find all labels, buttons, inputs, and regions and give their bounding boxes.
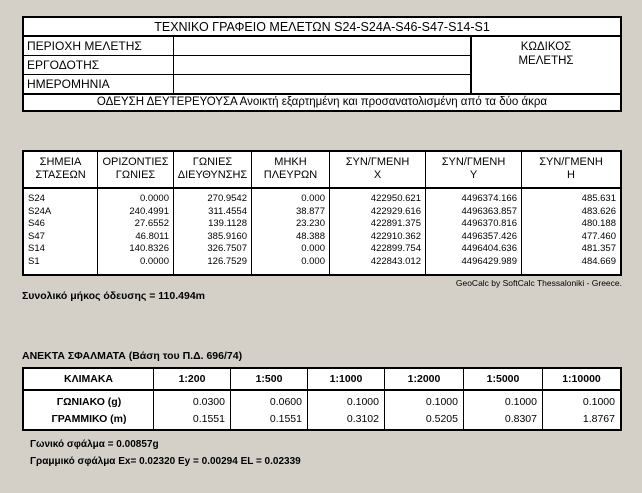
station-value: 480.188	[581, 218, 616, 229]
station-value: 326.7507	[207, 243, 247, 254]
tolerance-value: 0.1551	[192, 413, 225, 425]
stations-header-0-line0: ΣΗΜΕΙΑ	[39, 156, 82, 168]
tolerance-header-1: 1:200	[154, 369, 231, 391]
tolerance-header-3: 1:1000	[308, 369, 385, 391]
stations-column-3	[252, 189, 330, 274]
station-value: 4496370.816	[461, 218, 517, 229]
tolerance-value: 0.0300	[192, 396, 225, 408]
tolerance-value: 0.8307	[504, 413, 537, 425]
stations-column-2	[174, 189, 252, 274]
stations-header-5	[426, 152, 522, 189]
stations-column-4	[330, 189, 426, 274]
total-traverse-length: Συνολικό μήκος όδευσης = 110.494m	[22, 290, 206, 302]
stations-table	[22, 150, 622, 276]
station-value: 270.9542	[207, 193, 247, 204]
tolerance-header-2: 1:500	[231, 369, 308, 391]
tolerances-table	[22, 367, 622, 431]
tolerances-title: ΑΝΕΚΤΑ ΣΦΑΛΜΑΤΑ (Βάση του Π.Δ. 696/74)	[22, 350, 243, 362]
stations-header-6	[522, 152, 620, 189]
station-value: 477.460	[581, 230, 616, 242]
tolerance-value: 0.1000	[425, 396, 458, 408]
tolerance-value: 0.0600	[269, 396, 302, 408]
study-code-box	[470, 37, 620, 93]
station-value: 0.0000	[139, 255, 169, 267]
stations-header-1-line0: ΟΡΙΖΟΝΤΙΕΣ	[102, 156, 169, 168]
tolerance-column-2	[231, 391, 308, 429]
linear-error: Γραμμικό σφάλμα Ex= 0.02320 Ey = 0.00294 EL = 0.02339	[30, 456, 301, 467]
stations-header-4-line0: ΣΥΝ/ΓΜΕΝΗ	[345, 156, 410, 168]
station-value: 4496429.989	[461, 255, 517, 267]
tolerance-column-6	[543, 391, 620, 429]
stations-header-3-line0: ΜΗΚΗ	[274, 156, 307, 168]
stations-header-3	[252, 152, 330, 189]
station-value: 4496363.857	[461, 205, 517, 217]
tolerance-column-1	[154, 391, 231, 429]
stations-header-0	[24, 152, 98, 189]
tolerance-value: 1.8767	[582, 413, 615, 425]
tolerance-column-4	[385, 391, 464, 429]
station-name: S24	[28, 193, 45, 204]
station-value: 485.631	[581, 193, 616, 204]
tolerance-value: 0.1000	[582, 396, 615, 408]
stations-header-0-line1: ΣΤΑΣΕΩΝ	[35, 169, 86, 181]
station-value: 422843.012	[370, 255, 421, 267]
tolerance-value: 0.1000	[504, 396, 537, 408]
station-value: 422899.754	[370, 243, 421, 254]
stations-header-4	[330, 152, 426, 189]
station-value: 0.0000	[139, 193, 169, 204]
station-value: 481.357	[581, 243, 616, 254]
stations-header-6-line0: ΣΥΝ/ΓΜΕΝΗ	[539, 156, 603, 168]
station-value: 422910.362	[370, 230, 421, 242]
stations-column-6	[522, 189, 620, 274]
station-value: 240.4991	[129, 205, 169, 217]
station-value: 27.6552	[134, 218, 169, 229]
tolerance-column-5	[464, 391, 543, 429]
client-label: ΕΡΓΟΔΟΤΗΣ	[24, 56, 174, 74]
station-value: 311.4554	[208, 205, 247, 217]
tolerance-header-6: 1:10000	[543, 369, 620, 391]
stations-header-4-line1: X	[373, 169, 382, 181]
station-value: 139.1128	[208, 218, 247, 229]
station-value: 4496404.636	[461, 243, 517, 254]
study-code-label-line1: ΚΩΔΙΚΟΣ	[520, 41, 572, 53]
stations-header-6-line1: H	[567, 169, 575, 181]
angular-error: Γωνικό σφάλμα = 0.00857g	[30, 439, 159, 450]
header-row-study-area	[24, 37, 470, 56]
study-area-label: ΠΕΡΙΟΧΗ ΜΕΛΕΤΗΣ	[24, 37, 174, 55]
stations-header-2-line1: ΔΙΕΥΘΥΝΣΗΣ	[177, 169, 248, 181]
station-value: 484.669	[581, 255, 616, 267]
stations-header-3-line1: ΠΛΕΥΡΩΝ	[263, 169, 318, 181]
station-value: 140.8326	[129, 243, 169, 254]
station-name: S24A	[28, 205, 52, 217]
station-value: 4496374.166	[461, 193, 517, 204]
tolerance-value: 0.5205	[425, 413, 458, 425]
station-value: 23.230	[295, 218, 325, 229]
traverse-description: ΟΔΕΥΣΗ ΔΕΥΤΕΡΕΥΟΥΣΑ Ανοικτή εξαρτημένη και προσανατολισμένη από τα δύο άκρα	[24, 93, 620, 110]
station-value: 38.877	[295, 205, 325, 217]
station-value: 483.626	[581, 205, 616, 217]
tolerance-row-label: ΓΡΑΜΜΙΚΟ (m)	[51, 413, 127, 425]
tolerance-value: 0.1551	[269, 413, 302, 425]
stations-header-1	[98, 152, 174, 189]
software-credit: GeoCalc by SoftCalc Thessaloniki - Greece.	[455, 278, 622, 288]
tolerance-row-label: ΓΩΝΙΑΚΟ (g)	[56, 396, 122, 408]
study-code-label-line2: ΜΕΛΕΤΗΣ	[518, 55, 574, 67]
station-value: 48.388	[295, 230, 325, 242]
stations-column-1	[98, 189, 174, 274]
station-name: S1	[28, 255, 40, 267]
stations-header-2-line0: ΓΩΝΙΕΣ	[192, 156, 233, 168]
station-value: 422891.375	[370, 218, 421, 229]
tolerance-column-3	[308, 391, 385, 429]
tolerance-header-4: 1:2000	[385, 369, 464, 391]
station-value: 0.000	[301, 193, 325, 204]
station-name: S47	[28, 230, 45, 242]
date-label: ΗΜΕΡΟΜΗΝΙΑ	[24, 75, 174, 93]
stations-column-0	[24, 189, 98, 274]
station-value: 4496357.426	[461, 230, 517, 242]
tolerance-header-5: 1:5000	[464, 369, 543, 391]
stations-header-1-line1: ΓΩΝΙΕΣ	[115, 169, 156, 181]
tolerance-value: 0.3102	[346, 413, 379, 425]
stations-header-2	[174, 152, 252, 189]
station-name: S14	[28, 243, 45, 254]
station-name: S46	[28, 218, 45, 229]
stations-header-5-line1: Y	[469, 169, 478, 181]
header-row-client	[24, 56, 470, 75]
stations-column-5	[426, 189, 522, 274]
station-value: 385.9160	[207, 230, 247, 242]
station-value: 0.000	[301, 255, 325, 267]
station-value: 422929.616	[370, 205, 421, 217]
station-value: 126.7529	[207, 255, 247, 267]
tolerance-column-0	[24, 391, 154, 429]
header-row-date	[24, 75, 470, 93]
station-value: 422950.621	[370, 193, 421, 204]
station-value: 46.8011	[135, 230, 169, 242]
report-title: ΤΕΧΝΙΚΟ ΓΡΑΦΕΙΟ ΜΕΛΕΤΩΝ S24-S24A-S46-S47-S14-S1	[24, 18, 620, 37]
stations-header-5-line0: ΣΥΝ/ΓΜΕΝΗ	[441, 156, 506, 168]
tolerance-value: 0.1000	[346, 396, 379, 408]
station-value: 0.000	[301, 243, 325, 254]
report-header	[22, 16, 622, 112]
tolerance-header-0: ΚΛΙΜΑΚΑ	[24, 369, 154, 391]
